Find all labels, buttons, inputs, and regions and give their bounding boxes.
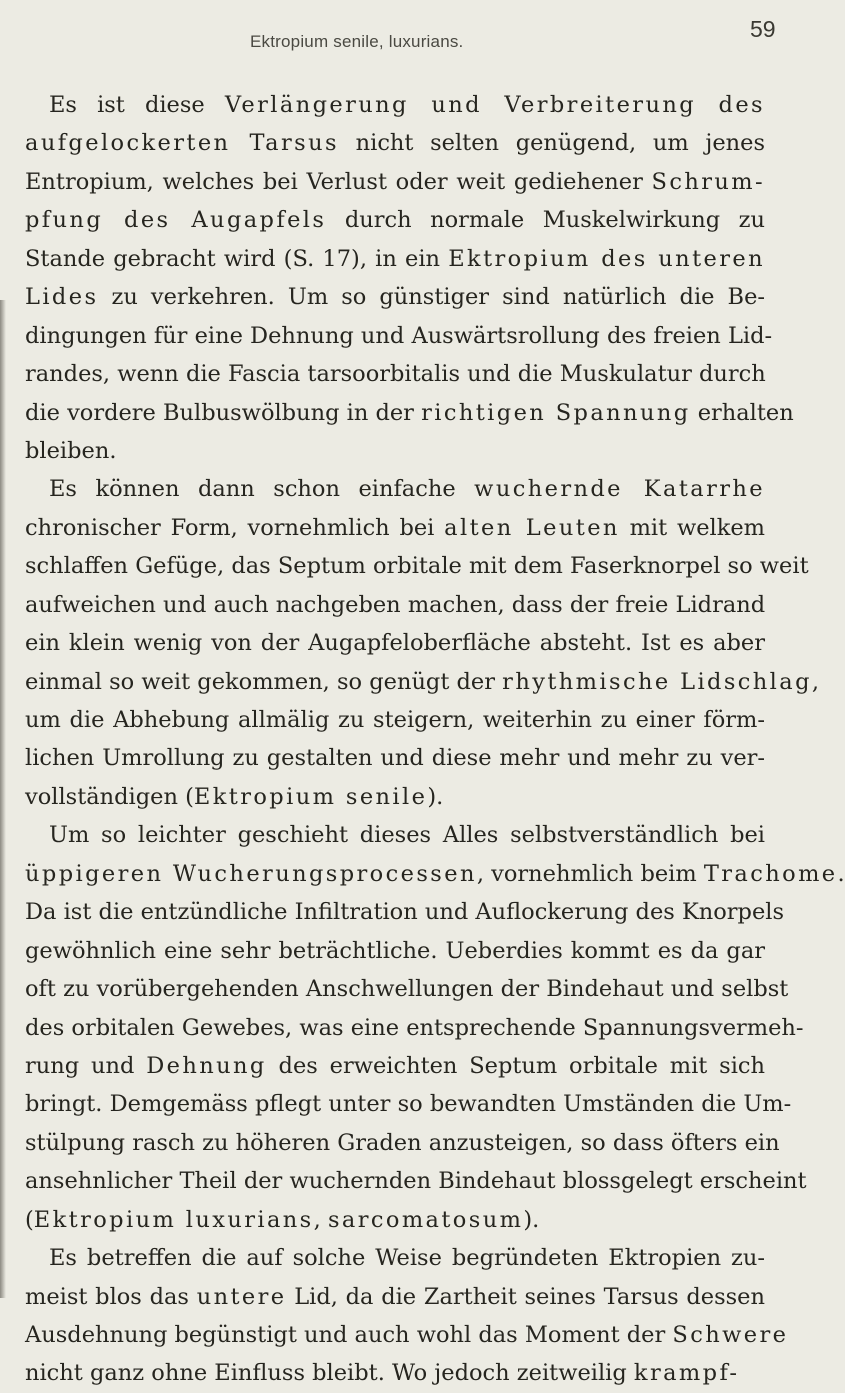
body-text (25, 86, 845, 1393)
text-line: bringt. Demgemäss pflegt unter so bewandten Umständen die Um- (25, 1091, 792, 1118)
spaced-emphasis: alten Leuten (444, 514, 620, 541)
spaced-emphasis: Ektropium des unteren (448, 245, 765, 272)
text-line: Da ist die entzündliche Infiltration und Auflockerung des Knorpels (25, 899, 785, 926)
text-line: stülpung rasch zu höheren Graden anzusteigen, so dass öfters ein (25, 1129, 780, 1156)
spaced-emphasis: Trachome (703, 860, 838, 887)
text-line: Lides zu verkehren. Um so günstiger sind natürlich die Be- (25, 284, 765, 311)
text-line: Es können dann schon einfache wuchernde Katarrhe (49, 476, 765, 503)
spaced-emphasis: untere (196, 1283, 287, 1310)
text-line: schlaffen Gefüge, das Septum orbitale mit dem Faserknorpel so weit (25, 553, 809, 580)
text-line: um die Abhebung allmälig zu steigern, weiterhin zu einer förm- (25, 707, 765, 733)
text-line: chronischer Form, vornehmlich bei alten Leuten mit welkem (25, 514, 765, 541)
spaced-emphasis: wuchernde Katarrhe (474, 476, 765, 503)
text-line: aufweichen und auch nachgeben machen, dass der freie Lidrand (25, 591, 766, 618)
text-line: bleiben. (25, 437, 117, 464)
spaced-emphasis: Ektropium senile (193, 783, 428, 810)
paragraph (25, 470, 820, 816)
spaced-emphasis: richtigen Spannung (421, 399, 691, 426)
spaced-emphasis: rhythmische Lidschlag (502, 668, 812, 695)
text-line: die vordere Bulbuswölbung in der richtigen Spannung erhalten (25, 399, 794, 426)
spaced-emphasis: Verlängerung und Verbreiterung des (224, 92, 765, 118)
text-line: Es betreffen die auf solche Weise begründeten Ektropien zu- (49, 1245, 765, 1272)
text-line: oft zu vorübergehenden Anschwellungen der Bindehaut und selbst (25, 976, 789, 1003)
spaced-emphasis: krampf- (633, 1360, 740, 1387)
text-line: (Ektropium luxurians, sarcomatosum). (25, 1206, 540, 1233)
spaced-emphasis: Schrum- (651, 168, 765, 195)
spaced-emphasis: Schwere (672, 1322, 789, 1348)
spaced-emphasis: pfung des Augapfels (25, 207, 327, 234)
text-line: gewöhnlich eine sehr beträchtliche. Ueberdies kommt es da gar (25, 937, 765, 964)
text-line: einmal so weit gekommen, so genügt der rhythmische Lidschlag, (25, 668, 820, 695)
text-line: üppigeren Wucherungsprocessen, vornehmlich beim Trachome. (25, 860, 845, 887)
text-line: rung und Dehnung des erweichten Septum orbitale mit sich (25, 1052, 765, 1079)
paragraph (25, 816, 845, 1239)
text-line: des orbitalen Gewebes, was eine entsprechende Spannungsvermeh- (25, 1014, 804, 1041)
text-line: Ausdehnung begünstigt und auch wohl das Moment der Schwere (25, 1322, 789, 1348)
text-line: ein klein wenig von der Augapfeloberfläche absteht. Ist es aber (25, 630, 765, 657)
spaced-emphasis: Ektropium luxurians (33, 1206, 314, 1233)
text-line: dingungen für eine Dehnung und Auswärtsrollung des freien Lid- (25, 322, 773, 349)
text-line: Stande gebracht wird (S. 17), in ein Ektropium des unteren (25, 245, 765, 272)
text-line: vollständigen (Ektropium senile). (25, 783, 444, 810)
text-line: ansehnlicher Theil der wuchernden Bindehaut blossgelegt erscheint (25, 1168, 807, 1195)
text-line: lichen Umrollung zu gestalten und diese mehr und mehr zu ver- (25, 745, 765, 772)
text-line: nicht ganz ohne Einfluss bleibt. Wo jedoch zeitweilig krampf- (25, 1360, 740, 1387)
spaced-emphasis: Dehnung (146, 1052, 267, 1079)
text-line: Es ist diese Verlängerung und Verbreiterung des (49, 92, 765, 118)
text-line: meist blos das untere Lid, da die Zartheit seines Tarsus dessen (25, 1283, 765, 1310)
page-binding-shadow (0, 300, 6, 1298)
spaced-emphasis: sarcomatosum (327, 1206, 524, 1233)
text-line: randes, wenn die Fascia tarsoorbitalis und die Muskulatur durch (25, 361, 766, 388)
paragraph (25, 86, 794, 470)
paragraph (25, 1239, 789, 1393)
page-number: 59 (750, 16, 776, 42)
text-line: Entropium, welches bei Verlust oder weit gediehener Schrum- (25, 168, 765, 195)
running-head: Ektropium senile, luxurians. (250, 32, 464, 51)
text-line: Um so leichter geschieht dieses Alles selbstverständlich bei (49, 822, 765, 849)
text-line: aufgelockerten Tarsus nicht selten genügend, um jenes (25, 130, 765, 157)
text-line: pfung des Augapfels durch normale Muskelwirkung zu (25, 207, 765, 234)
spaced-emphasis: üppigeren Wucherungsprocessen (25, 860, 477, 887)
spaced-emphasis: aufgelockerten Tarsus (25, 130, 339, 157)
spaced-emphasis: Lides (25, 284, 99, 311)
